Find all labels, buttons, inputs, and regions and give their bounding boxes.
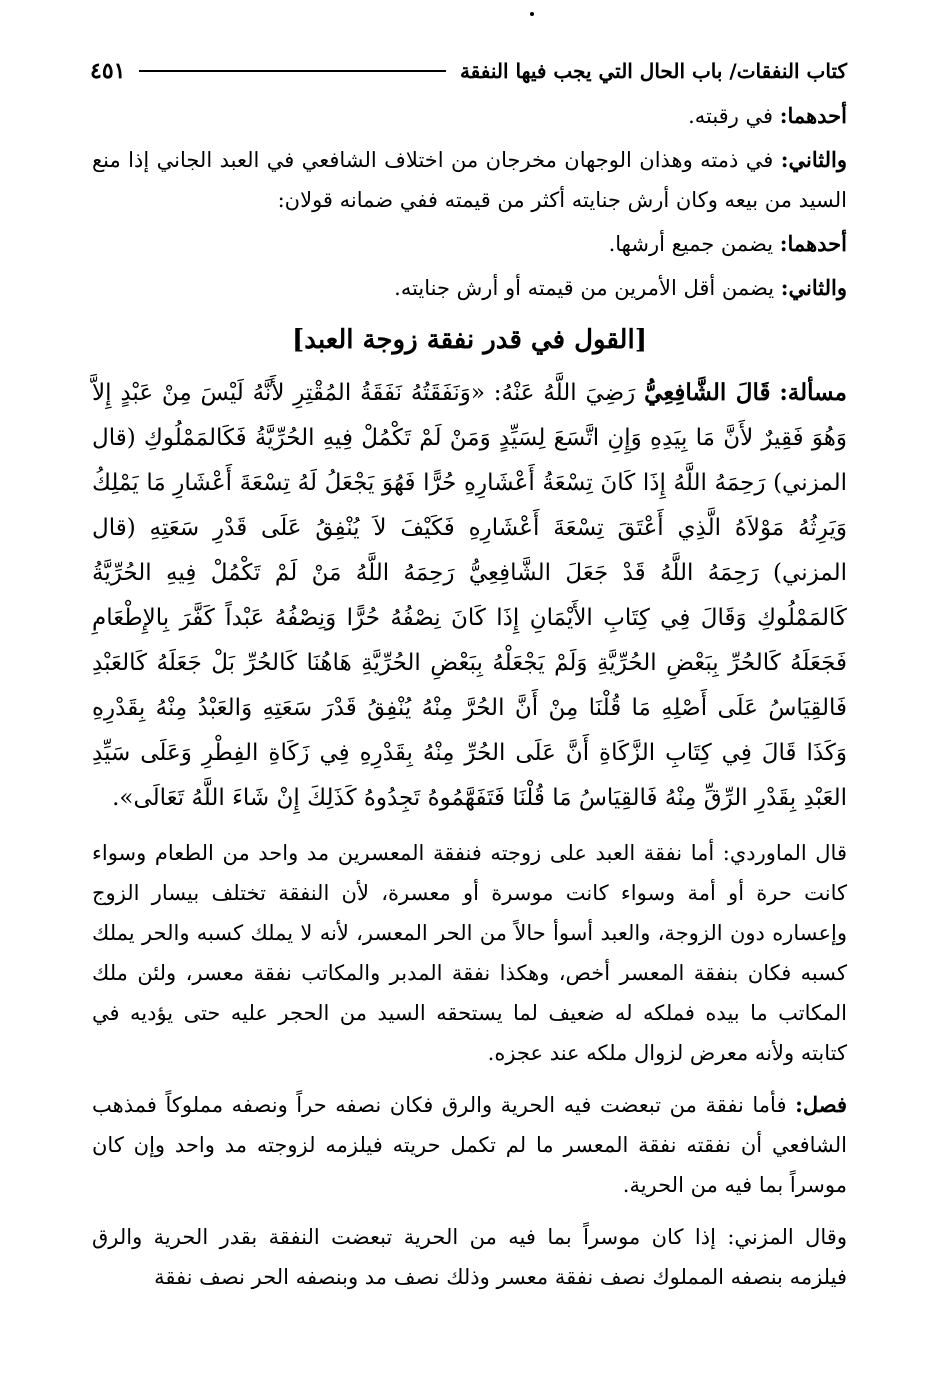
- item-text: في ذمته وهذان الوجهان مخرجان من اختلاف الشافعي في العبد الجاني إذا منع السيد من بيعه وكان أرش جنايته أكثر من قيمته ففي ضمانه قولان:: [92, 148, 847, 212]
- list-item: [92, 224, 847, 264]
- item-label: أحدهما:: [779, 231, 847, 256]
- paragraph-text: قال الماوردي: أما نفقة العبد على زوجته فنفقة المعسرين مد واحد من الطعام وسواء كانت حرة أو أمة وسواء كانت موسرة أو معسرة، لأن النفقة تختلف بيسار الزوج وإعساره دون الزوجة، والعبد أسوأ حالاً من الحر المعسر، لأنه لا يملك كسبه والحر يملك كسبه فكان بنفقة المعسر أخص، وهكذا نفقة المدبر والمكاتب نفقة معسر، ولئن ملك المكاتب ما بيده فملكه له ضعيف لما يستحقه السيد من الحجر عليه حتى يؤديه في كتابته ولأنه معرض لزوال ملكه عند عجزه.: [92, 841, 847, 1065]
- page-number: ٤٥١: [90, 58, 126, 84]
- section-heading: [القول في قدر نفقة زوجة العبد]: [292, 325, 647, 355]
- masala-paragraph: [92, 370, 847, 821]
- item-text: يضمن أقل الأمرين من قيمته أو أرش جنايته.: [394, 276, 775, 300]
- masala-text: رَضِيَ اللَّهُ عَنْهُ: «وَنَفَقَتُهُ نَفَقَةُ المُقْتِرِ لأَنَّهُ لَيْسَ مِنْ عَبْدٍ إِلاَّ وَهُوَ فَقِيرٌ لأَنَّ مَا بِيَدِهِ وَإِنِ اتَّسَعَ لِسَيِّدٍ وَمَنْ لَمْ تَكْمُلْ فِيهِ الحُرِّيَّةُ فَكَالمَمْلُوكِ (قال المزني) رَحِمَهُ اللَّهُ إِذَا كَانَ تِسْعَةُ أَعْشَارِهِ حُرًّا فَهُوَ يَجْعَلُ لَهُ تِسْعَةَ أَعْشَارِ مَا يَمْلِكُ وَيَرِثُهُ مَوْلاَهُ الَّذِي أَعْتَقَ تِسْعَةَ أَعْشَارِهِ فَكَيْفَ لاَ يُنْفِقُ عَلَى قَدْرِ سَعَتِهِ (قال المزني) رَحِمَهُ اللَّهُ قَدْ جَعَلَ الشَّافِعِيُّ رَحِمَهُ اللَّهُ مَنْ لَمْ تَكْمُلْ فِيهِ الحُرِّيَّةُ كَالمَمْلُوكِ وَقَالَ فِي كِتَابِ الأَيْمَانِ إِذَا كَانَ نِصْفُهُ حُرًّا وَنِصْفُهُ عَبْداً كَفَّرَ بِالإِطْعَامِ فَجَعَلَهُ كَالحُرِّ بِبَعْضِ الحُرِّيَّةِ وَلَمْ يَجْعَلْهُ بِبَعْضِ الحُرِّيَّةِ هَاهُنَا كَالحُرِّ بَلْ جَعَلَهُ كَالعَبْدِ فَالقِيَاسُ عَلَى أَصْلِهِ مَا قُلْنَا مِنْ أَنَّ الحُرَّ مِنْهُ يُنْفِقُ قَدْرَ سَعَتِهِ وَالعَبْدُ مِنْهُ بِقَدْرِهِ وَكَذَا قَالَ فِي كِتَابِ الزَّكَاةِ أَنَّ عَلَى الحُرِّ مِنْهُ بِقَدْرِهِ فِي زَكَاةِ الفِطْرِ وَعَلَى سَيِّدِ العَبْدِ بِقَدْرِ الرِّقِّ مِنْهُ فَالقِيَاسُ مَا قُلْنَا فَتَفَهَّمُوهُ تَجِدُوهُ كَذَلِكَ إِنْ شَاءَ اللَّهُ تَعَالَى».: [92, 380, 847, 811]
- list-item: [92, 140, 847, 220]
- item-label: والثاني:: [780, 147, 847, 172]
- page-mark: [530, 12, 534, 16]
- item-text: يضمن جميع أرشها.: [608, 232, 774, 256]
- paragraph: [92, 1217, 847, 1297]
- masala-label: مسألة:: [779, 379, 847, 406]
- paragraph-text: وقال المزني: إذا كان موسراً بما فيه من الحرية تبعضت النفقة بقدر الحرية والرق فيلزمه بنصفه المملوك نصف نفقة معسر وذلك نصف مد وبنصفه الحر نصف نفقة: [92, 1225, 847, 1289]
- item-label: أحدهما:: [779, 103, 847, 128]
- page-header: [90, 56, 847, 86]
- header-rule: [139, 70, 445, 72]
- item-label: والثاني:: [780, 275, 847, 300]
- item-text: في رقبته.: [688, 104, 774, 128]
- running-title: كتاب النفقات/ باب الحال التي يجب فيها النفقة: [459, 59, 847, 83]
- list-item: [92, 268, 847, 308]
- paragraph: [92, 1085, 847, 1205]
- fasl-label: فصل:: [795, 1092, 847, 1117]
- paragraph: [92, 833, 847, 1073]
- list-item: [92, 96, 847, 136]
- page-body: [92, 96, 847, 1297]
- masala-lead: قَالَ الشَّافِعِيُّ: [644, 379, 771, 406]
- paragraph-text: فأما نفقة من تبعضت فيه الحرية والرق فكان نصفه حراً ونصفه مملوكاً فمذهب الشافعي أن نفقته نفقة المعسر ما لم تكمل حريته فيلزمه لزوجته مد واحد وإن كان موسراً بما فيه من الحرية.: [92, 1093, 847, 1197]
